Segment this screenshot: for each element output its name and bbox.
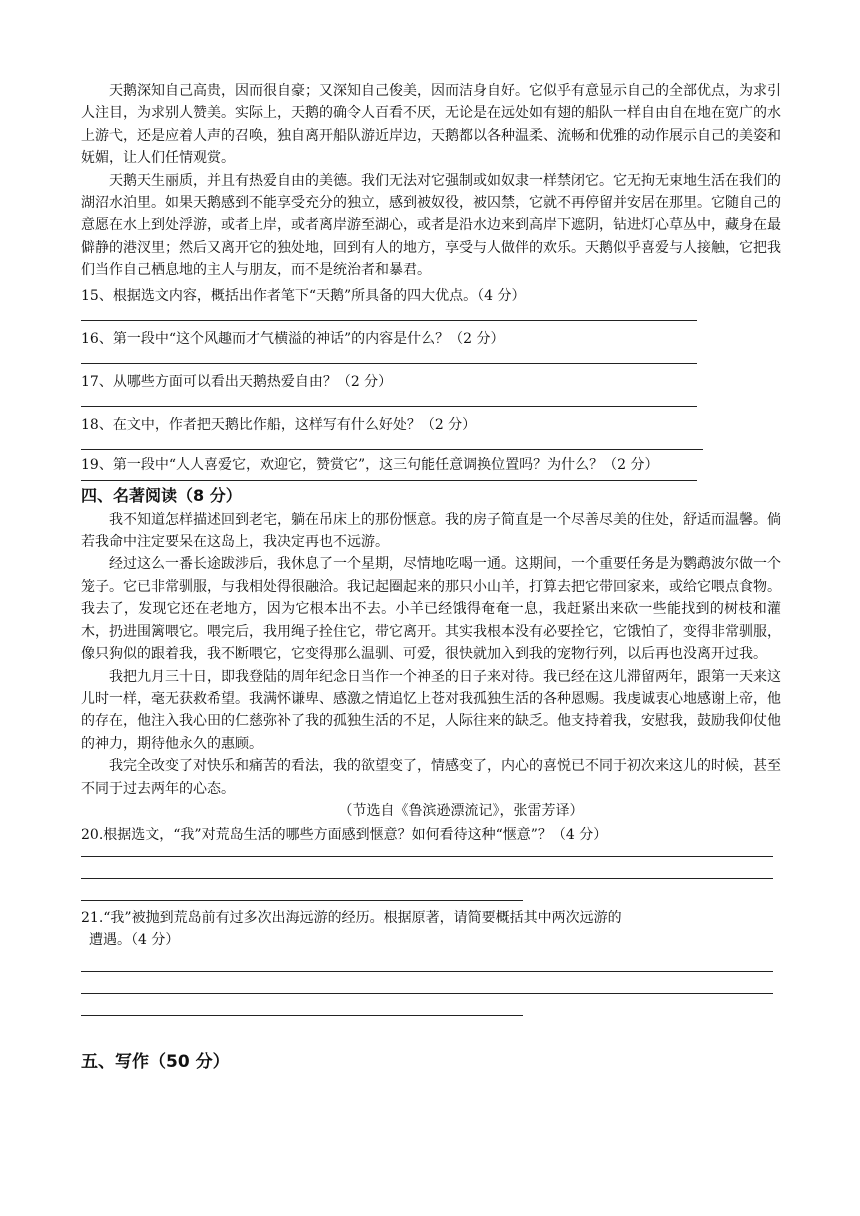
novel-paragraph-3: 我把九月三十日，即我登陆的周年纪念日当作一个神圣的日子来对待。我已经在这儿滞留两年，跟第一天来这儿时一样，毫无获救希望。我满怀谦卑、感激之情追忆上苍对我孤独生活的各种恩赐。我虔诚衷心地感谢上帝，他的存在，他注入我心田的仁慈弥补了我的孤独生活的不足，人际往来的缺乏。他支持着我，安慰我，鼓励我仰仗他的神力，期待他永久的惠顾。	[81, 668, 781, 752]
answer-line-15[interactable]	[81, 320, 697, 321]
answer-line-16[interactable]	[81, 363, 697, 364]
passage-paragraph-1: 天鹅深知自己高贵，因而很自豪；又深知自己俊美，因而洁身自好。它似乎有意显示自己的全部优点，为求引人注目，为求别人赞美。实际上，天鹅的确令人百看不厌，无论是在远处如有翅的船队一样自由自在地在宽广的水上游弋，还是应着人声的召唤，独自离开船队游近岸边，天鹅都以各种温柔、流畅和优雅的动作展示自己的美姿和妩媚，让人们任情观赏。	[81, 83, 781, 167]
exam-page	[81, 80, 781, 1074]
question-16: 16、第一段中“这个风趣而才气横溢的神话”的内容是什么？（2 分）	[81, 330, 505, 347]
answer-line-20-3[interactable]	[81, 900, 523, 901]
question-18: 18、在文中，作者把天鹅比作船，这样写有什么好处？（2 分）	[81, 416, 477, 433]
novel-paragraph-4: 我完全改变了对快乐和痛苦的看法，我的欲望变了，情感变了，内心的喜悦已不同于初次来这儿的时候，甚至不同于过去两年的心态。	[81, 758, 781, 797]
question-20: 20.根据选文，“我”对荒岛生活的哪些方面感到惬意？如何看待这种“惬意”？（4 分）	[81, 826, 608, 843]
answer-line-17[interactable]	[81, 406, 697, 407]
answer-line-19[interactable]	[81, 480, 697, 481]
section-4-heading: 四、名著阅读（8 分）	[81, 485, 242, 505]
section-5-heading: 五、写作（50 分）	[81, 1051, 230, 1072]
answer-line-20-1[interactable]	[81, 856, 773, 857]
question-15: 15、根据选文内容，概括出作者笔下“天鹅”所具备的四大优点。（4 分）	[81, 287, 526, 304]
answer-line-21-2[interactable]	[81, 993, 773, 994]
answer-line-20-2[interactable]	[81, 878, 773, 879]
question-17: 17、从哪些方面可以看出天鹅热爱自由？（2 分）	[81, 373, 393, 390]
question-19: 19、第一段中“人人喜爱它，欢迎它，赞赏它”，这三句能任意调换位置吗？为什么？（2 分）	[81, 456, 659, 473]
answer-line-18[interactable]	[81, 449, 703, 450]
question-21-line-2: 遭遇。（4 分）	[89, 931, 180, 948]
source-citation: （节选自《鲁滨逊漂流记》，张雷芳译）	[338, 802, 584, 819]
novel-paragraph-2: 经过这么一番长途跋涉后，我休息了一个星期，尽情地吃喝一通。这期间，一个重要任务是为鹦鹉波尔做一个笼子。它已非常驯服，与我相处得很融洽。我记起圈起来的那只小山羊，打算去把它带回家来，或给它喂点食物。我去了，发现它还在老地方，因为它根本出不去。小羊已经饿得奄奄一息，我赶紧出来砍一些能找到的树枝和灌木，扔进围篱喂它。喂完后，我用绳子拴住它，带它离开。其实我根本没有必要拴它，它饿怕了，变得非常驯服，像只狗似的跟着我，我不断喂它，它变得那么温驯、可爱，很快就加入到我的宠物行列，以后再也没离开过我。	[81, 556, 781, 663]
passage-paragraph-2: 天鹅天生丽质，并且有热爱自由的美德。我们无法对它强制或如奴隶一样禁闭它。它无拘无束地生活在我们的湖沼水泊里。如果天鹅感到不能享受充分的独立，感到被奴役，被囚禁，它就不再停留并安居在那里。它随自己的意愿在水上到处浮游，或者上岸，或者离岸游至湖心，或者是沿水边来到高岸下遮阴，钻进灯心草丛中，藏身在最僻静的港汊里；然后又离开它的独处地，回到有人的地方，享受与人做伴的欢乐。天鹅似乎喜爱与人接触，它把我们当作自己栖息地的主人与朋友，而不是统治者和暴君。	[81, 172, 781, 279]
answer-line-21-3[interactable]	[81, 1015, 523, 1016]
novel-paragraph-1: 我不知道怎样描述回到老宅，躺在吊床上的那份惬意。我的房子简直是一个尽善尽美的住处，舒适而温馨。倘若我命中注定要呆在这岛上，我决定再也不远游。	[81, 511, 781, 551]
question-21-line-1: 21.“我”被抛到荒岛前有过多次出海远游的经历。根据原著，请简要概括其中两次远游的	[81, 909, 622, 926]
answer-line-21-1[interactable]	[81, 971, 773, 972]
